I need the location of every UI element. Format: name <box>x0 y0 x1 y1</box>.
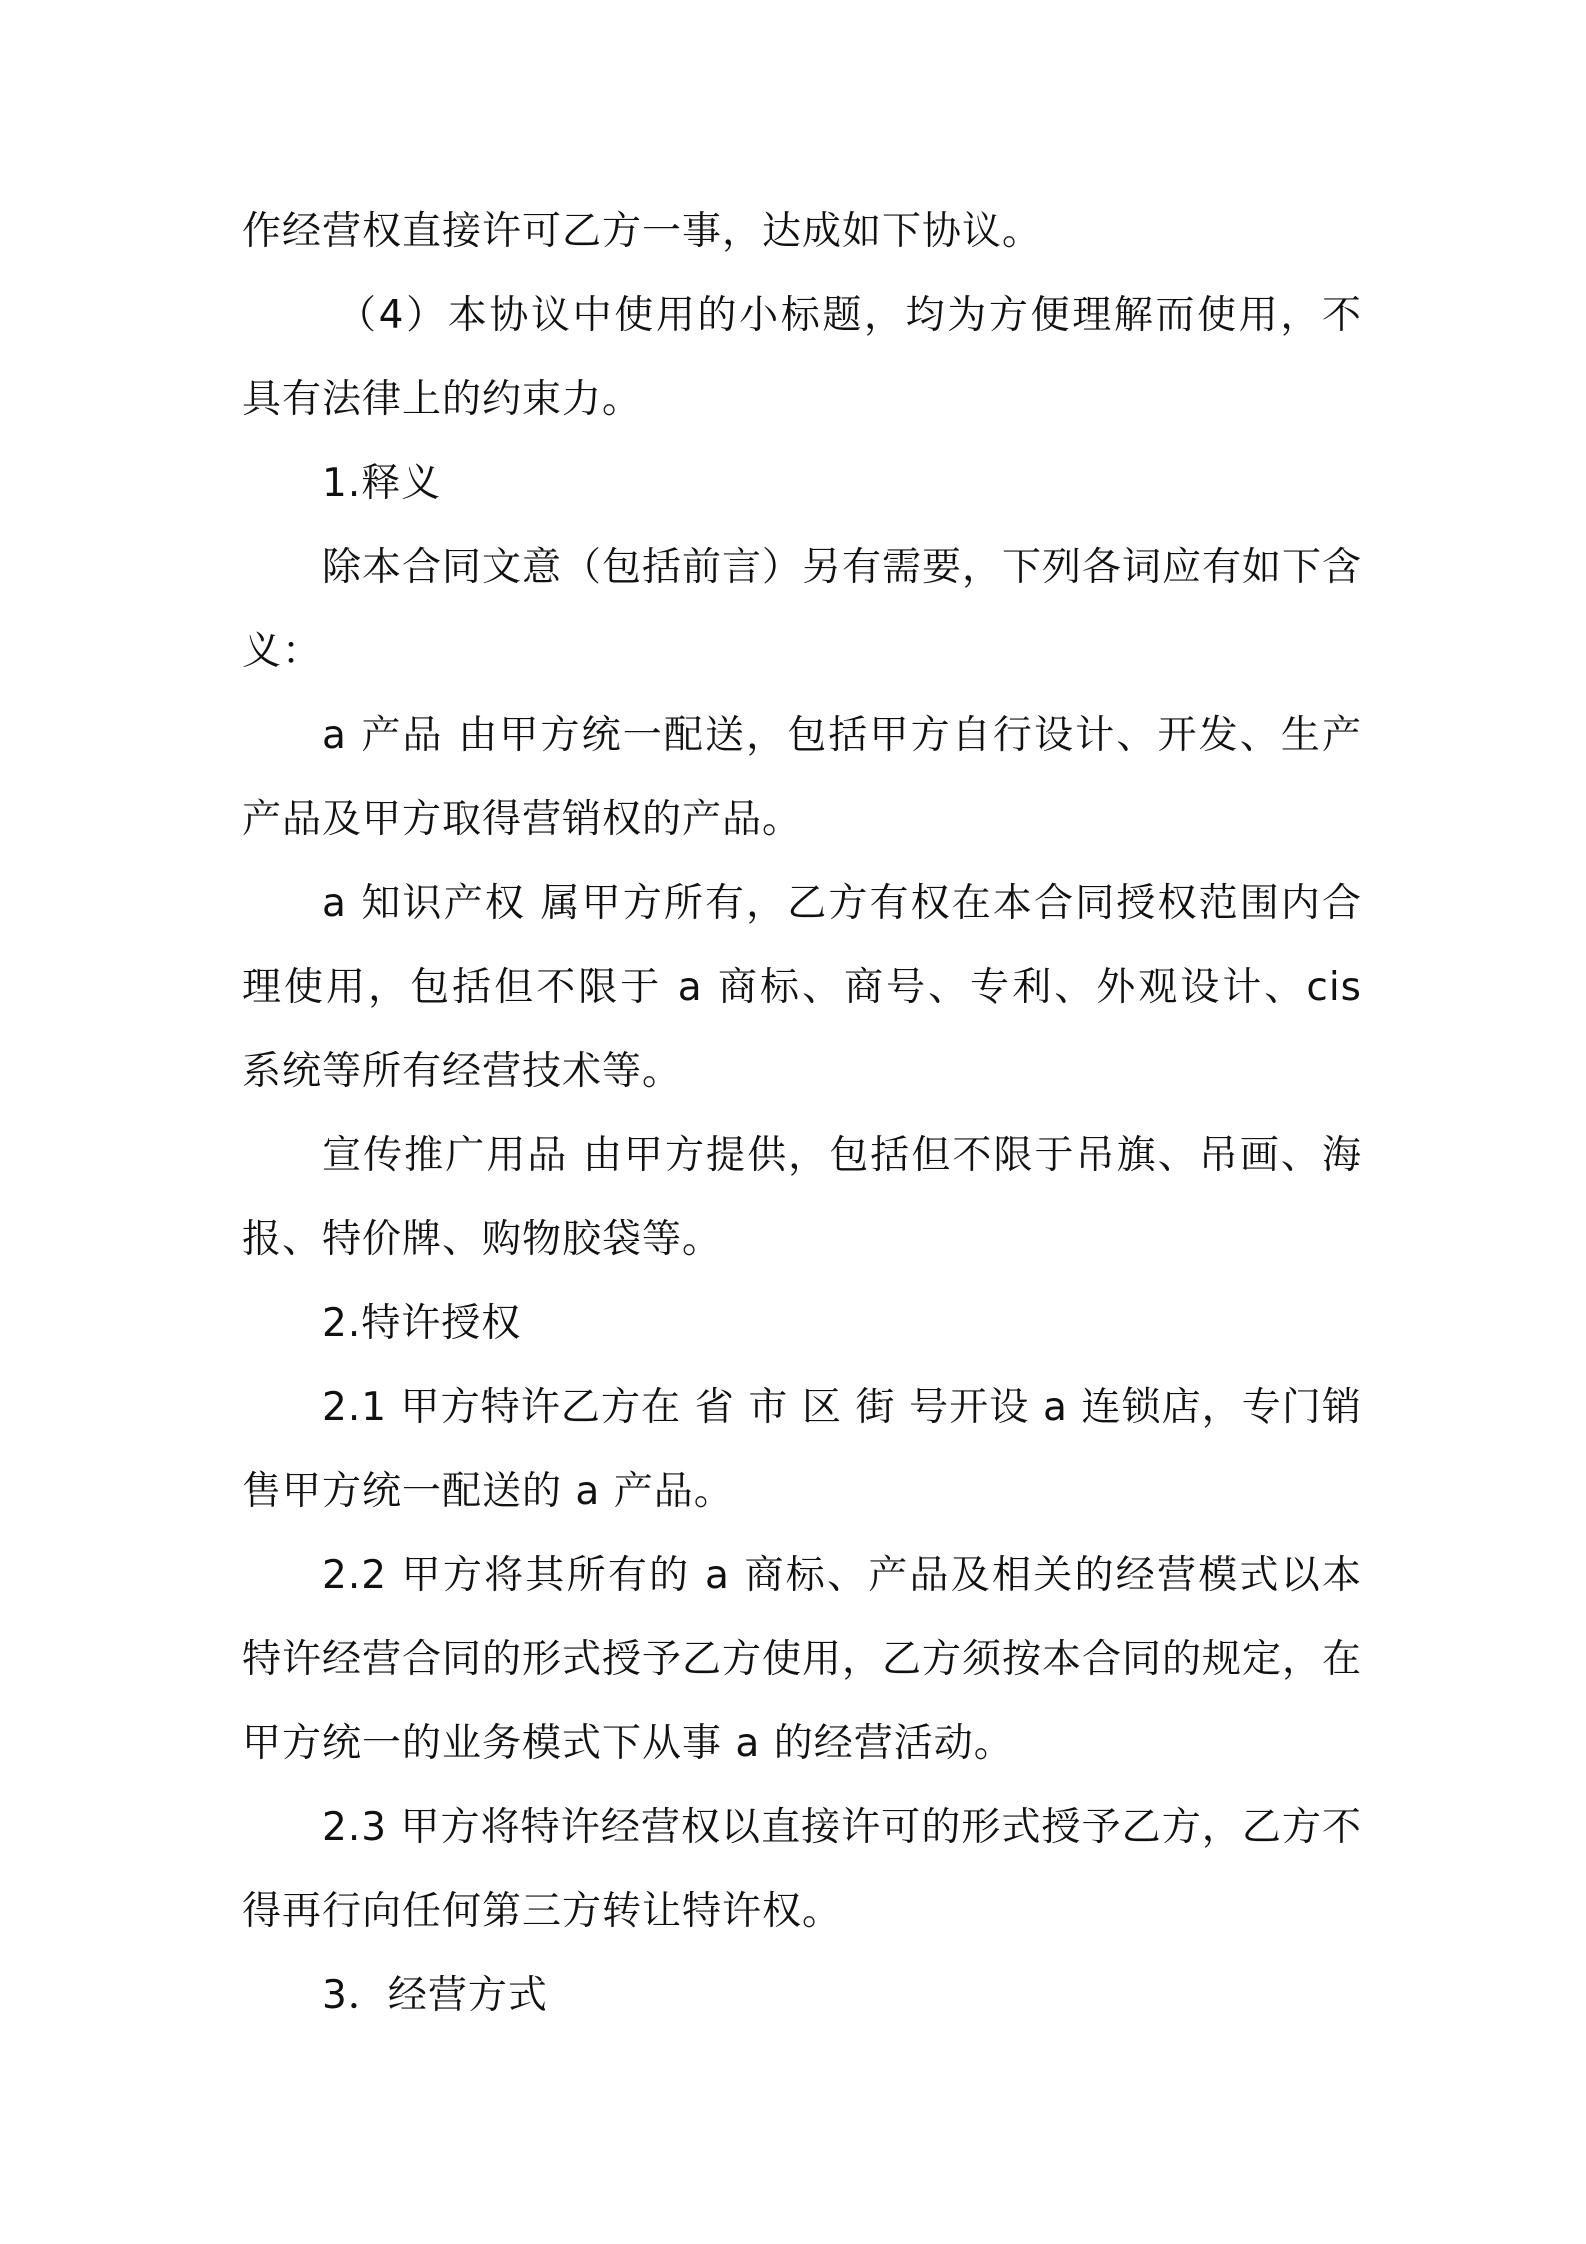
section-heading-definitions: 1.释义 <box>322 461 442 506</box>
paragraph-clause-2-1: 2.1 甲方特许乙方在 省 市 区 街 号开设 a 连锁店，专门销售甲方统一配送的 a 产品。 <box>242 1385 1362 1514</box>
paragraph-definition-product: a 产品 由甲方统一配送，包括甲方自行设计、开发、生产产品及甲方取得营销权的产品。 <box>242 713 1362 842</box>
paragraph-definition-ip: a 知识产权 属甲方所有，乙方有权在本合同授权范围内合理使用，包括但不限于 a 商标、商号、专利、外观设计、cis 系统等所有经营技术等。 <box>242 881 1362 1094</box>
paragraph-clause-2-2: 2.2 甲方将其所有的 a 商标、产品及相关的经营模式以本特许经营合同的形式授予乙方使用，乙方须按本合同的规定，在甲方统一的业务模式下从事 a 的经营活动。 <box>242 1553 1363 1766</box>
section-heading-franchise: 2.特许授权 <box>322 1301 522 1346</box>
paragraph-definition-promo: 宣传推广用品 由甲方提供，包括但不限于吊旗、吊画、海报、特价牌、购物胶袋等。 <box>242 1133 1362 1262</box>
paragraph-clause-2-3: 2.3 甲方将特许经营权以直接许可的形式授予乙方，乙方不得再行向任何第三方转让特许权。 <box>242 1805 1362 1934</box>
paragraph-clause-4: （4）本协议中使用的小标题，均为方便理解而使用，不具有法律上的约束力。 <box>242 293 1362 422</box>
document-body <box>242 190 1362 2038</box>
section-heading-operation: 3．经营方式 <box>322 1973 548 2018</box>
paragraph-definitions-intro: 除本合同文意（包括前言）另有需要，下列各词应有如下含义： <box>242 545 1363 674</box>
paragraph-continuation: 作经营权直接许可乙方一事，达成如下协议。 <box>242 209 1043 254</box>
